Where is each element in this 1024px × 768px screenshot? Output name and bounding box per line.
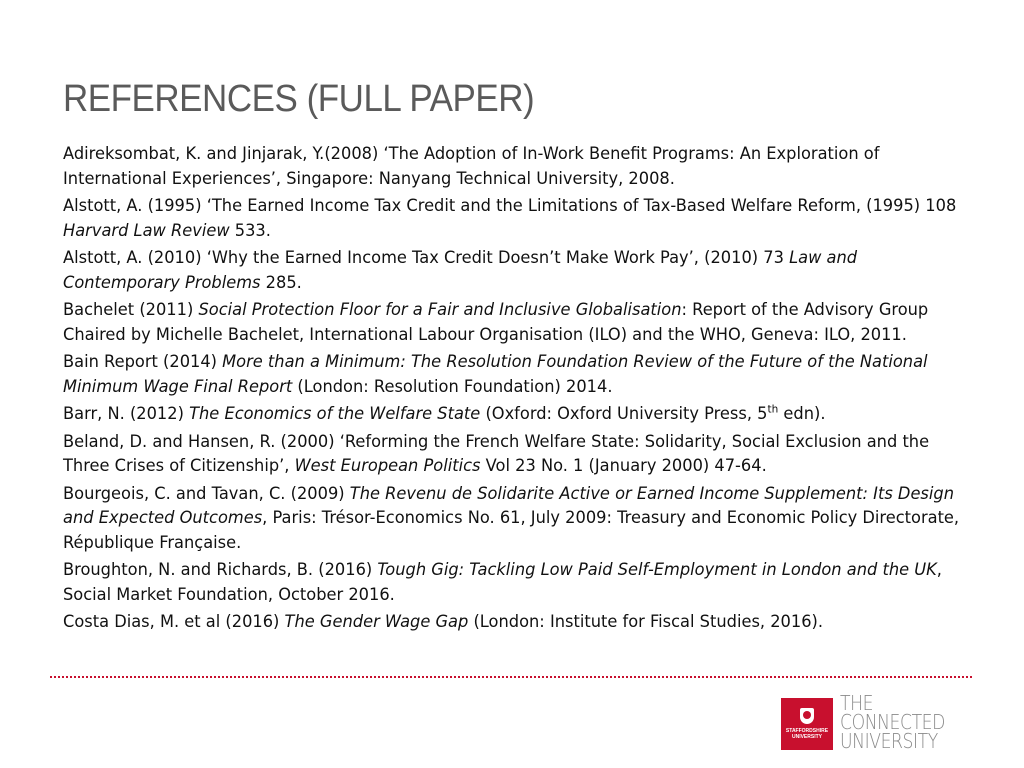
reference-text: Bachelet (2011) xyxy=(63,300,199,320)
reference-entry xyxy=(63,558,975,607)
reference-text: (Oxford: Oxford University Press, 5 xyxy=(480,404,768,424)
reference-text: , Paris: Trésor-Economics No. 61, July 2009: Treasury and Economic Policy Directorate, République Française. xyxy=(63,508,960,553)
reference-entry xyxy=(63,246,975,295)
reference-entry xyxy=(63,610,975,635)
reference-text: (London: Institute for Fiscal Studies, 2016). xyxy=(468,612,824,632)
tagline-line: UNIVERSITY xyxy=(840,729,938,753)
superscript: th xyxy=(767,402,779,416)
reference-title-italic: Social Protection Floor for a Fair and Inclusive Globalisation xyxy=(198,300,682,320)
reference-title-italic: The Gender Wage Gap xyxy=(284,612,469,632)
reference-text: Bourgeois, C. and Tavan, C. (2009) xyxy=(63,483,350,504)
reference-entry xyxy=(63,430,975,479)
reference-title-italic: West European Politics xyxy=(294,456,481,476)
staffordshire-logo xyxy=(781,698,833,750)
tagline-line: CONNECTED xyxy=(840,710,945,734)
logo-university-text: STAFFORDSHIRE UNIVERSITY xyxy=(785,728,829,740)
reference-entry xyxy=(63,482,975,556)
reference-text: (London: Resolution Foundation) 2014. xyxy=(292,376,613,397)
reference-text: , Social Market Foundation, October 2016. xyxy=(63,560,942,605)
reference-text: edn). xyxy=(778,404,826,424)
reference-title-italic: More than a Minimum: The Resolution Foundation Review of the Future of the National Minimum Wage Final Report xyxy=(63,352,928,397)
reference-entry xyxy=(63,402,975,427)
reference-text: Bain Report (2014) xyxy=(63,352,223,372)
reference-entry xyxy=(63,194,975,243)
reference-text: Vol 23 No. 1 (January 2000) 47-64. xyxy=(480,456,767,476)
reference-title-italic: The Economics of the Welfare State xyxy=(189,404,481,424)
connected-university-tagline xyxy=(840,691,980,753)
reference-text: Costa Dias, M. et al (2016) xyxy=(63,612,285,632)
reference-entry xyxy=(63,350,975,399)
reference-title-italic: Law and Contemporary Problems xyxy=(63,248,858,293)
reference-text: 285. xyxy=(260,272,302,293)
reference-list xyxy=(63,142,973,638)
reference-text: Adireksombat, K. and Jinjarak, Y.(2008) ‘The Adoption of In-Work Benefit Programs: An Exploration of International Experiences’, Singapore: Nanyang Technical University, 2008. xyxy=(63,144,880,189)
reference-text: Barr, N. (2012) xyxy=(63,404,190,424)
reference-text: Alstott, A. (1995) ‘The Earned Income Tax Credit and the Limitations of Tax-Based Welfare Reform, (1995) 108 xyxy=(63,196,957,216)
reference-text: Alstott, A. (2010) ‘Why the Earned Income Tax Credit Doesn’t Make Work Pay’, (2010) 73 xyxy=(63,248,790,268)
reference-title-italic: The Revenu de Solidarite Active or Earned Income Supplement: Its Design and Expected Outcomes xyxy=(63,483,955,528)
reference-entry xyxy=(63,142,975,191)
tagline-line: THE xyxy=(840,691,874,715)
reference-text: : Report of the Advisory Group Chaired by Michelle Bachelet, International Labour Organisation (ILO) and the WHO, Geneva: ILO, 2011. xyxy=(63,300,929,345)
reference-text: Beland, D. and Hansen, R. (2000) ‘Reforming the French Welfare State: Solidarity, Social Exclusion and the Three Crises of Citizenship’, xyxy=(63,431,930,476)
slide-title: REFERENCES (FULL PAPER) xyxy=(63,78,535,120)
reference-text: Broughton, N. and Richards, B. (2016) xyxy=(63,560,378,580)
reference-title-italic: Harvard Law Review xyxy=(63,220,230,241)
crest-icon xyxy=(800,708,814,724)
reference-title-italic: Tough Gig: Tackling Low Paid Self-Employment in London and the UK xyxy=(377,560,937,580)
reference-text: 533. xyxy=(229,220,271,241)
dotted-divider xyxy=(50,676,972,678)
reference-entry xyxy=(63,298,975,347)
